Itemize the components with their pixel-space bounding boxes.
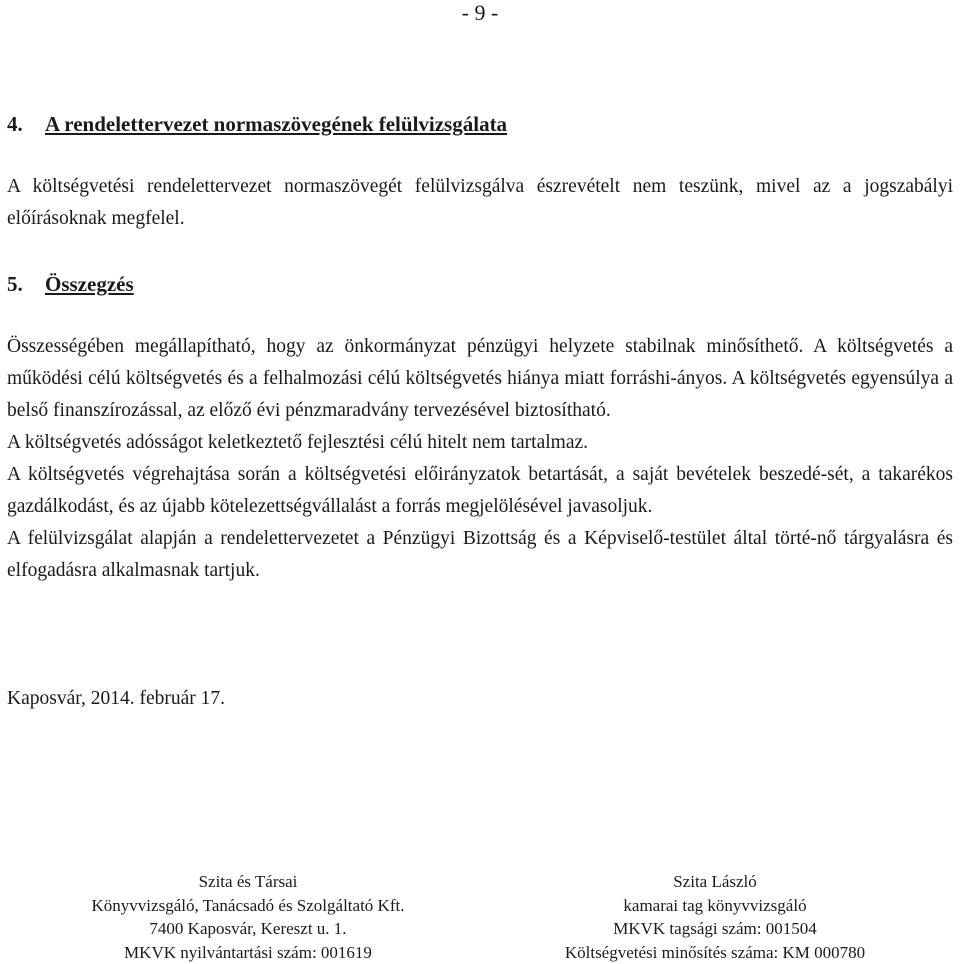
section-5-title: Összegzés bbox=[45, 272, 134, 296]
section-5-number: 5. bbox=[7, 272, 23, 296]
page-number: - 9 - bbox=[461, 0, 499, 25]
auditor-membership-number: MKVK tagsági szám: 001504 bbox=[613, 919, 817, 938]
section-4-title: A rendelettervezet normaszövegének felülvizsgálata bbox=[45, 112, 508, 136]
section-4-heading bbox=[7, 111, 507, 137]
section-4-number: 4. bbox=[7, 112, 23, 136]
auditor-name: Szita László bbox=[673, 872, 757, 891]
section-5-body bbox=[7, 331, 953, 587]
date-line: Kaposvár, 2014. február 17. bbox=[7, 688, 225, 709]
signature-block-company bbox=[48, 870, 448, 964]
company-description: Könyvvizsgáló, Tanácsadó és Szolgáltató Kft. bbox=[91, 895, 405, 915]
summary-paragraph-3: A költségvetés végrehajtása során a költségvetési előirányzatok betartását, a saját bevételek beszedé-sét, a takarékos gazdálkodást, és az újabb kötelezettségvállalást a forrás megjelölésével javasoljuk. bbox=[7, 464, 953, 517]
summary-paragraph-4: A felülvizsgálat alapján a rendelettervezetet a Pénzügyi Bizottság és a Képviselő-testület által törté-nő tárgyalásra és elfogadásra alkalmasnak tartjuk. bbox=[7, 528, 953, 581]
auditor-qualification-number: Költségvetési minősítés száma: KM 000780 bbox=[564, 942, 866, 962]
company-name: Szita és Társai bbox=[198, 872, 298, 891]
auditor-title: kamarai tag könyvvizsgáló bbox=[623, 895, 807, 915]
section-4-paragraph: A költségvetési rendelettervezet normaszövegét felülvizsgálva észrevételt nem teszünk, mivel az a jogszabályi előírásoknak megfelel. bbox=[7, 176, 953, 229]
summary-paragraph-2: A költségvetés adósságot keletkeztető fejlesztési célú hitelt nem tartalmaz. bbox=[7, 432, 589, 453]
company-address: 7400 Kaposvár, Kereszt u. 1. bbox=[149, 919, 347, 938]
signature-block-auditor bbox=[515, 870, 915, 964]
summary-paragraph-1: Összességében megállapítható, hogy az önkormányzat pénzügyi helyzete stabilnak minősíthető. A költségvetés a működési célú költségvetés és a felhalmozási célú költségvetés hiánya miatt forráshi-ányos. A költségvetés egyensúlya a belső finanszírozással, az előző évi pénzmaradvány tervezésével biztosítható. bbox=[7, 336, 953, 421]
company-registration-number: MKVK nyilvántartási szám: 001619 bbox=[124, 942, 372, 962]
section-5-heading bbox=[7, 271, 134, 297]
